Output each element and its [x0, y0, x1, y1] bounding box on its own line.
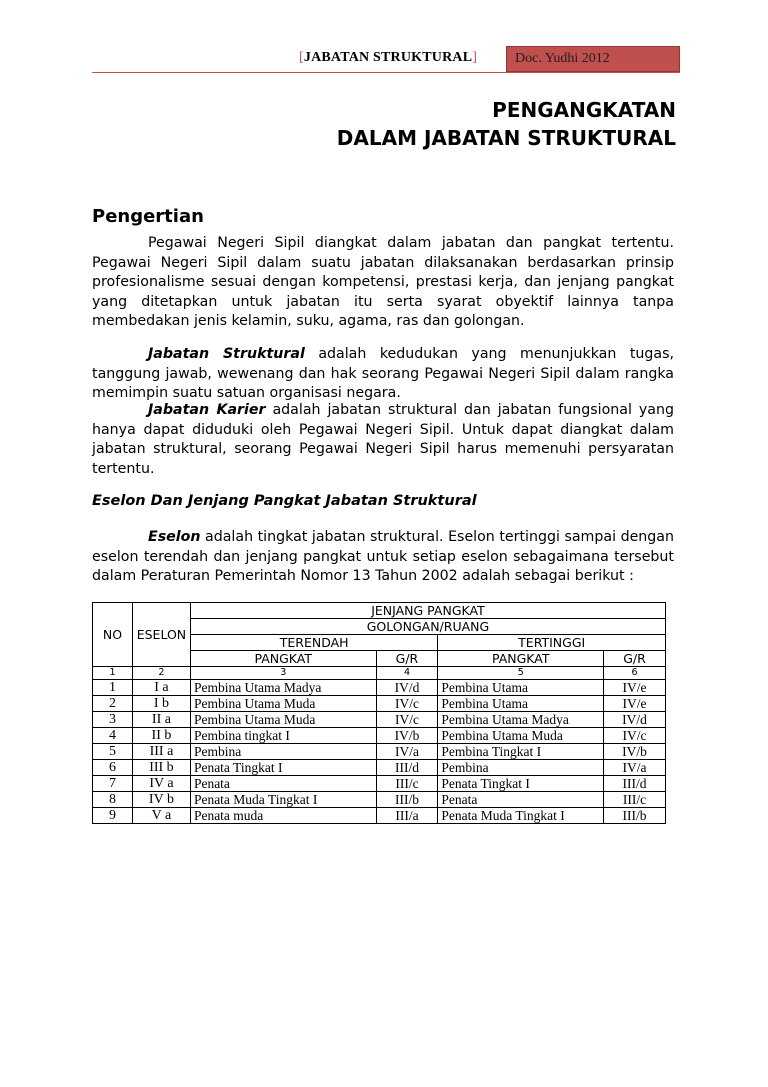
cell-pangkat-terendah: Pembina Utama Muda	[190, 696, 376, 712]
cell-pangkat-tertinggi: Penata Muda Tingkat I	[438, 808, 604, 824]
bracket-close: ]	[472, 50, 478, 65]
header-eselon: ESELON	[132, 603, 190, 667]
cell-pangkat-tertinggi: Pembina Utama	[438, 696, 604, 712]
term-eselon: Eselon	[148, 529, 201, 545]
cell-gr-tertinggi: IV/a	[604, 760, 666, 776]
header-title-text: JABATAN STRUKTURAL	[303, 50, 473, 65]
cell-no: 9	[93, 808, 133, 824]
cell-gr-tertinggi: IV/b	[604, 744, 666, 760]
header-terendah: TERENDAH	[190, 635, 437, 651]
cell-no: 4	[93, 728, 133, 744]
column-index: 4	[376, 667, 438, 680]
paragraph-jabatan-karier	[92, 401, 674, 479]
cell-gr-terendah: III/d	[376, 760, 438, 776]
cell-gr-tertinggi: IV/d	[604, 712, 666, 728]
cell-pangkat-tertinggi: Pembina	[438, 760, 604, 776]
paragraph-eselon	[92, 528, 674, 587]
bracket-open: [	[299, 50, 304, 65]
cell-pangkat-terendah: Pembina Utama Muda	[190, 712, 376, 728]
table-row	[93, 680, 666, 696]
cell-pangkat-terendah: Pembina Utama Madya	[190, 680, 376, 696]
cell-gr-tertinggi: III/d	[604, 776, 666, 792]
cell-eselon: I a	[132, 680, 190, 696]
doc-label-box	[506, 46, 680, 72]
table-row	[93, 760, 666, 776]
header-tertinggi: TERTINGGI	[438, 635, 666, 651]
header-golongan-ruang: GOLONGAN/RUANG	[190, 619, 665, 635]
paragraph-text: adalah kedudukan yang menunjukkan tugas, tanggung jawab, wewenang dan hak seorang Pegawai Negeri Sipil dalam rangka memimpin suatu satuan organisasi negara.	[92, 346, 675, 401]
cell-pangkat-terendah: Pembina	[190, 744, 376, 760]
cell-gr-terendah: III/c	[376, 776, 438, 792]
paragraph-pengertian	[92, 234, 674, 332]
page-title-line-2: DALAM JABATAN STRUKTURAL	[336, 126, 676, 150]
cell-gr-terendah: IV/b	[376, 728, 438, 744]
cell-pangkat-terendah: Pembina tingkat I	[190, 728, 376, 744]
cell-gr-terendah: IV/d	[376, 680, 438, 696]
cell-eselon: II b	[132, 728, 190, 744]
header-gr-tertinggi: G/R	[604, 651, 666, 667]
cell-no: 7	[93, 776, 133, 792]
cell-gr-tertinggi: IV/e	[604, 680, 666, 696]
column-index: 6	[604, 667, 666, 680]
cell-eselon: IV b	[132, 792, 190, 808]
table-row	[93, 696, 666, 712]
page-title	[200, 96, 676, 152]
cell-gr-tertinggi: III/b	[604, 808, 666, 824]
column-index: 2	[132, 667, 190, 680]
cell-pangkat-tertinggi: Pembina Utama Madya	[438, 712, 604, 728]
cell-pangkat-tertinggi: Penata Tingkat I	[438, 776, 604, 792]
header-pangkat-tertinggi: PANGKAT	[438, 651, 604, 667]
term-jabatan-struktural: Jabatan Struktural	[148, 346, 305, 362]
paragraph-text: Pegawai Negeri Sipil diangkat dalam jabatan dan pangkat tertentu. Pegawai Negeri Sipil dalam suatu jabatan dilaksanakan berdasarkan prinsip profesionalisme sesuai dengan kompetensi, prestasi kerja, dan jenjang pangkat yang ditetapkan untuk jabatan itu serta syarat obyektif lainnya tanpa membedakan jenis kelamin, suku, agama, ras dan golongan.	[92, 235, 674, 329]
cell-pangkat-tertinggi: Pembina Tingkat I	[438, 744, 604, 760]
table-row	[93, 792, 666, 808]
column-index: 3	[190, 667, 376, 680]
header-title	[299, 50, 477, 66]
cell-no: 8	[93, 792, 133, 808]
paragraph-text: adalah jabatan struktural dan jabatan fungsional yang hanya dapat diduduki oleh Pegawai Negeri Sipil. Untuk dapat diangkat dalam jabatan struktural, seorang Pegawai Negeri Sipil harus memenuhi persyaratan tertentu.	[92, 402, 674, 477]
cell-no: 1	[93, 680, 133, 696]
paragraph-text: adalah tingkat jabatan struktural. Eselon tertinggi sampai dengan eselon terendah dan jenjang pangkat untuk setiap eselon sebagaimana tersebut dalam Peraturan Pemerintah Nomor 13 Tahun 2002 adalah sebagai berikut :	[92, 529, 674, 584]
section-heading-pengertian: Pengertian	[92, 206, 204, 227]
page-header	[0, 46, 768, 74]
cell-pangkat-tertinggi: Penata	[438, 792, 604, 808]
doc-label: Doc. Yudhi 2012	[515, 51, 610, 66]
cell-gr-terendah: IV/a	[376, 744, 438, 760]
cell-eselon: IV a	[132, 776, 190, 792]
cell-gr-tertinggi: IV/e	[604, 696, 666, 712]
header-gr-terendah: G/R	[376, 651, 438, 667]
eselon-table	[92, 602, 666, 824]
column-index: 1	[93, 667, 133, 680]
header-rule	[92, 72, 680, 73]
term-jabatan-karier: Jabatan Karier	[148, 402, 266, 418]
page-title-line-1: PENGANGKATAN	[492, 98, 676, 122]
cell-no: 2	[93, 696, 133, 712]
cell-pangkat-terendah: Penata muda	[190, 808, 376, 824]
cell-eselon: I b	[132, 696, 190, 712]
table-row	[93, 776, 666, 792]
cell-gr-terendah: IV/c	[376, 712, 438, 728]
cell-gr-tertinggi: III/c	[604, 792, 666, 808]
cell-gr-tertinggi: IV/c	[604, 728, 666, 744]
cell-pangkat-tertinggi: Pembina Utama Muda	[438, 728, 604, 744]
column-index: 5	[438, 667, 604, 680]
cell-eselon: II a	[132, 712, 190, 728]
paragraph-jabatan-struktural	[92, 345, 674, 404]
table-row	[93, 808, 666, 824]
cell-gr-terendah: III/b	[376, 792, 438, 808]
cell-no: 5	[93, 744, 133, 760]
cell-no: 6	[93, 760, 133, 776]
cell-gr-terendah: III/a	[376, 808, 438, 824]
cell-pangkat-terendah: Penata	[190, 776, 376, 792]
table-row	[93, 744, 666, 760]
section-heading-eselon: Eselon Dan Jenjang Pangkat Jabatan Struktural	[92, 493, 477, 509]
cell-eselon: III b	[132, 760, 190, 776]
table-row	[93, 728, 666, 744]
header-pangkat-terendah: PANGKAT	[190, 651, 376, 667]
cell-pangkat-terendah: Penata Muda Tingkat I	[190, 792, 376, 808]
cell-no: 3	[93, 712, 133, 728]
cell-eselon: III a	[132, 744, 190, 760]
cell-pangkat-tertinggi: Pembina Utama	[438, 680, 604, 696]
cell-pangkat-terendah: Penata Tingkat I	[190, 760, 376, 776]
header-no: NO	[93, 603, 133, 667]
header-jenjang-pangkat: JENJANG PANGKAT	[190, 603, 665, 619]
cell-eselon: V a	[132, 808, 190, 824]
cell-gr-terendah: IV/c	[376, 696, 438, 712]
table-row	[93, 712, 666, 728]
